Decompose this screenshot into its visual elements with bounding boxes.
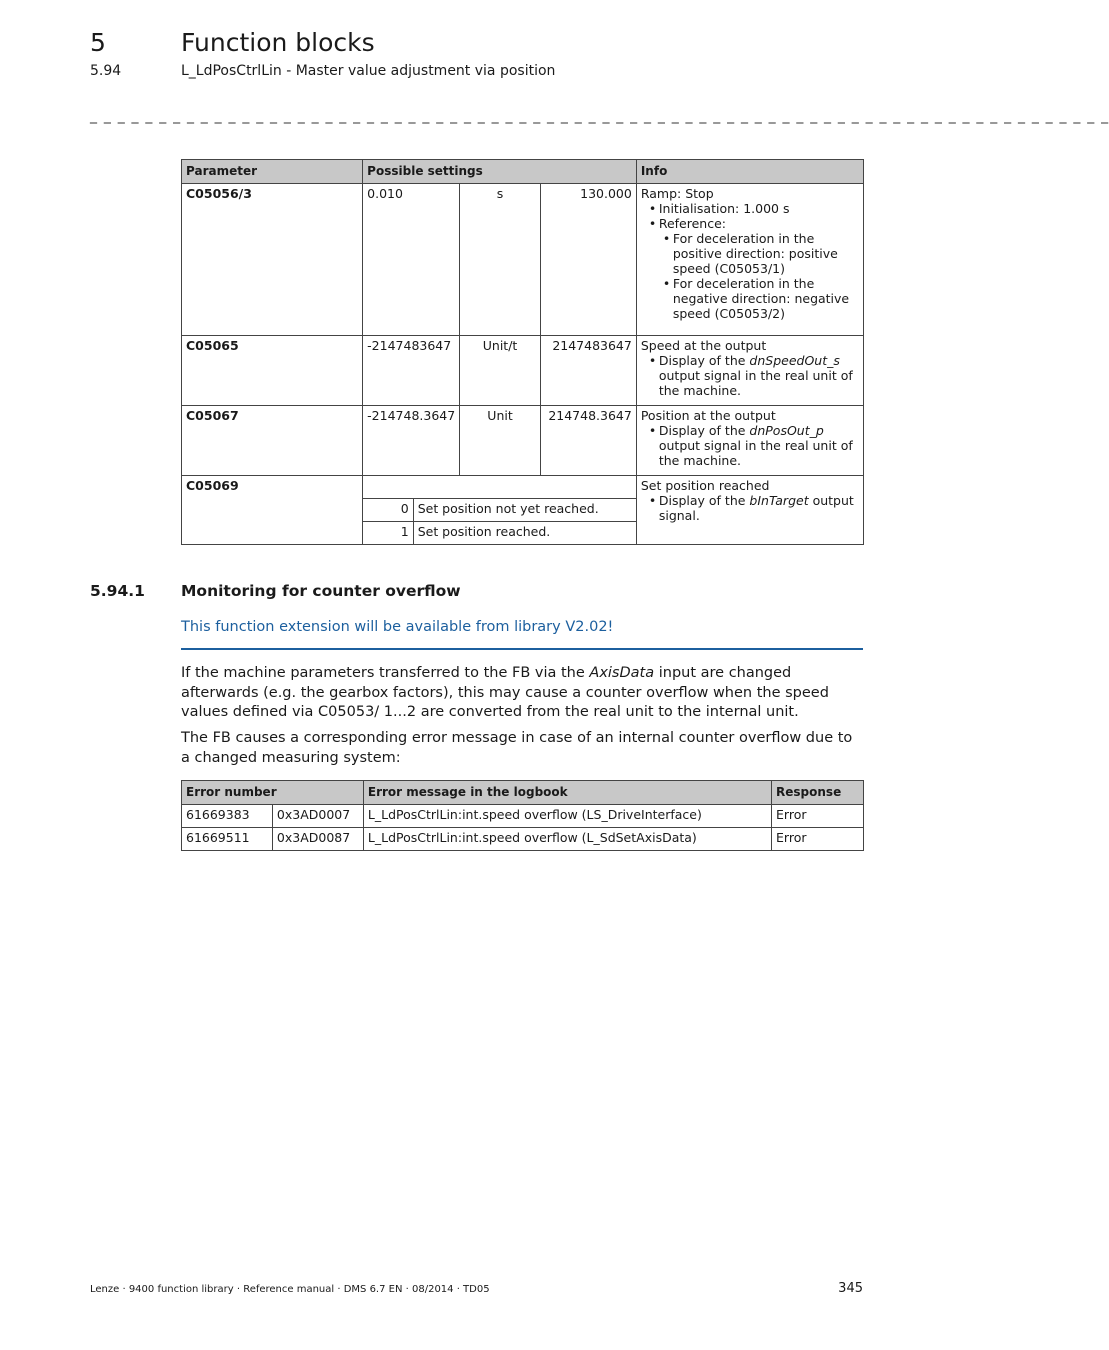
info-text: output signal. — [658, 493, 854, 523]
error-number-dec: 61669383 — [182, 805, 273, 828]
column-header-error-number: Error number — [182, 781, 364, 805]
column-header-message: Error message in the logbook — [363, 781, 771, 805]
column-header-response: Response — [772, 781, 864, 805]
info-text: Display of the — [658, 493, 750, 508]
chapter-title: Function blocks — [181, 28, 375, 57]
page-number: 345 — [838, 1281, 863, 1296]
table-row — [182, 476, 864, 499]
table-row — [182, 828, 864, 851]
info-title: Ramp: Stop — [640, 186, 714, 201]
subsection-number: 5.94.1 — [90, 582, 145, 600]
info-title: Speed at the output — [640, 338, 767, 353]
info-item — [659, 216, 859, 321]
paragraph — [181, 664, 863, 723]
info-item-label: Reference: — [658, 216, 727, 231]
table-row — [182, 805, 864, 828]
error-response: Error — [772, 828, 864, 851]
info-subitem: • For deceleration in the positive direction: positive speed (C05053/1) — [673, 231, 859, 276]
paragraph-text: If the machine parameters transferred to the FB via the — [181, 665, 590, 681]
setting-max: 214748.3647 — [540, 406, 636, 476]
error-response: Error — [772, 805, 864, 828]
error-number-dec: 61669511 — [182, 828, 273, 851]
error-number-hex: 0x3AD0087 — [272, 828, 363, 851]
header-separator: _ _ _ _ _ _ _ _ _ _ _ _ _ _ _ _ _ _ _ _ _ _ _ _ _ _ _ _ _ _ _ _ _ _ _ _ _ _ _ _ _ _ _ _ _ _ _ _ _ _ _ _ _ _ _ _ _ _ _ _ _ _ _ _ _ _ _ _ _ _ _ _ _ _ — [90, 108, 1109, 124]
table-header-row — [182, 781, 864, 805]
error-message: L_LdPosCtrlLin:int.speed overflow (LS_DriveInterface) — [363, 805, 771, 828]
signal-name: dnSpeedOut_s — [749, 353, 840, 368]
setting-max: 2147483647 — [540, 336, 636, 406]
info-item — [659, 423, 859, 468]
setting-min: -2147483647 — [363, 336, 460, 406]
info-list — [641, 353, 859, 398]
table-row — [182, 184, 864, 336]
info-subitem: • For deceleration in the negative direction: negative speed (C05053/2) — [673, 276, 859, 321]
subsection-title: Monitoring for counter overflow — [181, 582, 461, 600]
setting-empty — [363, 476, 637, 499]
param-code: C05065 — [182, 336, 363, 406]
section-title: L_LdPosCtrlLin - Master value adjustment via position — [181, 63, 556, 79]
column-header-info: Info — [636, 160, 863, 184]
param-code: C05069 — [182, 476, 363, 545]
info-item: • Initialisation: 1.000 s — [659, 201, 859, 216]
info-cell — [636, 184, 863, 336]
signal-name: bInTarget — [749, 493, 809, 508]
info-list — [641, 423, 859, 468]
info-list — [641, 493, 859, 523]
error-number-hex: 0x3AD0007 — [272, 805, 363, 828]
table-header-row — [182, 160, 864, 184]
param-code: C05067 — [182, 406, 363, 476]
column-header-settings: Possible settings — [363, 160, 637, 184]
info-text: output signal in the real unit of the machine. — [658, 438, 853, 468]
setting-min: -214748.3647 — [363, 406, 460, 476]
info-text: Display of the — [658, 353, 750, 368]
param-code: C05056/3 — [182, 184, 363, 336]
availability-note: This function extension will be available from library V2.02! — [181, 619, 863, 650]
info-cell — [636, 336, 863, 406]
info-sublist — [659, 231, 859, 321]
paragraph-text: input are changed afterwards (e.g. the gearbox factors), this may cause a counter overflow when the speed values defined via C05053/ 1...2 are converted from the real unit to the internal unit. — [181, 665, 829, 720]
error-message: L_LdPosCtrlLin:int.speed overflow (L_SdSetAxisData) — [363, 828, 771, 851]
option-label: Set position not yet reached. — [413, 499, 636, 522]
section-number: 5.94 — [90, 63, 122, 79]
setting-min: 0.010 — [363, 184, 460, 336]
info-item — [659, 493, 859, 523]
option-label: Set position reached. — [413, 522, 636, 545]
setting-unit: s — [460, 184, 541, 336]
setting-max: 130.000 — [540, 184, 636, 336]
input-name: AxisData — [589, 665, 655, 681]
setting-unit: Unit — [460, 406, 541, 476]
table-row — [182, 406, 864, 476]
info-cell — [636, 406, 863, 476]
column-header-parameter: Parameter — [182, 160, 363, 184]
option-value: 1 — [363, 522, 414, 545]
parameter-table — [181, 159, 864, 545]
error-table — [181, 780, 864, 851]
option-value: 0 — [363, 499, 414, 522]
chapter-number: 5 — [90, 28, 106, 57]
signal-name: dnPosOut_p — [749, 423, 824, 438]
info-title: Set position reached — [640, 478, 770, 493]
setting-unit: Unit/t — [460, 336, 541, 406]
info-item — [659, 353, 859, 398]
footer-text: Lenze · 9400 function library · Reference manual · DMS 6.7 EN · 08/2014 · TD05 — [90, 1284, 490, 1295]
info-text: Display of the — [658, 423, 750, 438]
info-cell — [636, 476, 863, 545]
info-list — [641, 201, 859, 321]
paragraph: The FB causes a corresponding error message in case of an internal counter overflow due to a changed measuring system: — [181, 730, 853, 766]
info-text: output signal in the real unit of the machine. — [658, 368, 853, 398]
table-row — [182, 336, 864, 406]
info-title: Position at the output — [640, 408, 776, 423]
